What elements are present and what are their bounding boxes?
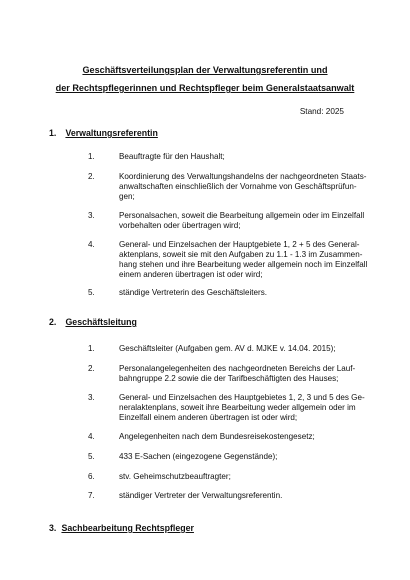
section-number: 3.	[49, 523, 57, 533]
document-title-line-1: Geschäftsverteilungsplan der Verwaltungsreferentin und	[82, 65, 328, 75]
document-title-line-2: der Rechtspflegerinnen und Rechtspfleger beim Generalstaatsanwalt	[55, 83, 355, 93]
stand-date: Stand: 2025	[299, 107, 344, 116]
section-2-heading	[49, 317, 137, 328]
section-1-heading	[49, 128, 158, 139]
section-number: 2.	[49, 317, 57, 327]
section-title: Sachbearbeitung Rechtspfleger	[61, 523, 194, 533]
section-3-heading	[49, 523, 194, 534]
section-title: Geschäftsleitung	[65, 317, 137, 327]
document-page: Geschäftsverteilungsplan der Verwaltungsreferentin und der Rechtspflegerinnen und Rechtspfleger beim Generalstaatsanwalt Stand: 2025 1. Verwaltungsreferentin 1. Beauftragte für den Haushalt; 2. Koordinierung des Verwaltungshandelns der nachgeordneten Staats- anwaltschaften einschließlich der Vornahme von Geschäftsprüfun- gen; 3. Personalsachen, soweit die Bearbeitung allgemein oder im Einzelfall vorbehalten oder übertragen wird; 4. General- und Einzelsachen der Hauptgebiete 1, 2 + 5 des General- aktenplans, soweit sie mit den Aufgaben zu 1.1 - 1.3 im Zusammen- hang stehen und ihre Bearbeitung weder allgemein noch im Einzelfall einem anderen übertragen ist oder wird; 5. ständige Vertreterin des Geschäftsleiters. 2. Geschäftsleitung 1. Geschäftsleiter (Aufgaben gem. AV d. MJKE v. 14.04. 2015); 2. Personalangelegenheiten des nachgeordneten Bereichs der Lauf- bahngruppe 2.2 sowie die der Tarifbeschäftigten des Hauses; 3. General- und Einzelsachen des Hauptgebietes 1, 2, 3 und 5 des Ge- neralaktenplans, soweit ihre Bearbeitung weder allgemein oder im Einzelfall einem anderen übertragen ist oder wird; 4. Angelegenheiten nach dem Bundesreisekostengesetz; 5. 433 E-Sachen (eingezogene Gegenstände); 6. stv. Geheimschutzbeauftragter; 7. ständiger Vertreter der Verwaltungsreferentin. 3. Sachbearbeitung Rechtspfleger	[0, 0, 410, 580]
section-title: Verwaltungsreferentin	[65, 128, 158, 138]
section-number: 1.	[49, 128, 57, 138]
